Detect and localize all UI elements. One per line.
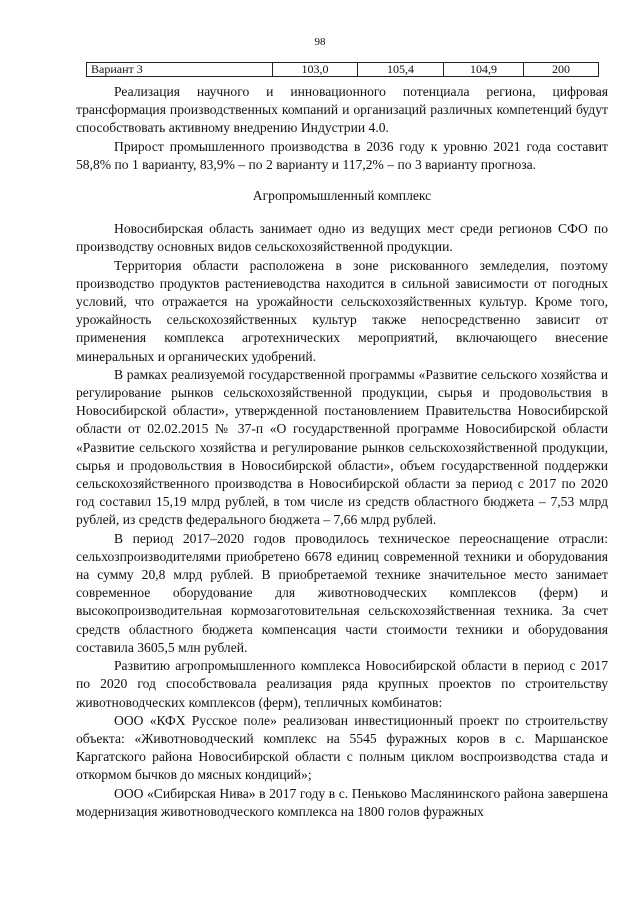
paragraph: Территория области расположена в зоне рискованного земледелия, поэтому производство продуктов растениеводства находится в сильной зависимости от погодных условий, что отражается на урожайности сельскохозяйственных культур. Кроме того, урожайность сельскохозяйственных культур также непосредственно зависит от применения комплекса агротехнических мероприятий, включающего внесение минеральных и органических удобрений. [76,257,608,364]
table-cell: 103,0 [273,63,358,77]
table-cell: 200 [524,63,599,77]
section-heading: Агропромышленный комплекс [252,188,432,204]
table-row-label: Вариант 3 [87,63,273,77]
paragraph: Прирост промышленного производства в 2036 году к уровню 2021 года составит 58,8% по 1 варианту, 83,9% – по 2 варианту и 117,2% – по 3 варианту прогноза. [76,138,608,172]
paragraph: В период 2017–2020 годов проводилось техническое переоснащение отрасли: сельхозпроизводителями приобретено 6678 единиц современной техники и оборудования на сумму 20,8 млрд рублей. В приобретаемой технике значительное место занимает современное оборудование для животноводческих комплексов (ферм) и высокопроизводительная кормозаготовительная сельскохозяйственная техника. За счет средств областного бюджета компенсация части стоимости техники и оборудования составила 3605,5 млн рублей. [76,530,608,655]
page-number: 98 [314,36,326,48]
paragraph: В рамках реализуемой государственной программы «Развитие сельского хозяйства и регулирование рынков сельскохозяйственной продукции, сырья и продовольствия в Новосибирской области», утвержденной постановлением Правительства Новосибирской области от 02.02.2015 № 37-п «О государственной программе Новосибирской области «Развитие сельского хозяйства и регулирование рынков сельскохозяйственной продукции, сырья и продовольствия в Новосибирской области», объем государственной поддержки сельскохозяйственного производства в Новосибирской области за период с 2017 по 2020 год составил 15,19 млрд рублей, в том числе из средств областного бюджета – 7,53 млрд рублей, из средств федерального бюджета – 7,66 млрд рублей. [76,366,608,528]
table-cell: 105,4 [358,63,444,77]
paragraph: ООО «Сибирская Нива» в 2017 году в с. Пеньково Маслянинского района завершена модернизация животноводческого комплекса на 1800 голов фуражных [76,785,608,819]
table-cell: 104,9 [444,63,524,77]
paragraph: Новосибирская область занимает одно из ведущих мест среди регионов СФО по производству основных видов сельскохозяйственной продукции. [76,221,608,255]
document-body [76,83,608,821]
variant-table [86,62,599,77]
paragraph: Развитию агропромышленного комплекса Новосибирской области в период с 2017 по 2020 год способствовала реализация ряда крупных проектов по строительству животноводческих комплексов (ферм), тепличных комбинатов: [76,658,608,710]
table-row [87,63,599,77]
paragraph: Реализация научного и инновационного потенциала региона, цифровая трансформация производственных компаний и организаций различных компетенций будут способствовать активному внедрению Индустрии 4.0. [76,84,608,136]
paragraph: ООО «КФХ Русское поле» реализован инвестиционный проект по строительству объекта: «Животноводческий комплекс на 5545 фуражных коров в с. Маршанское Каргатского района Новосибирской области с полным циклом воспроизводства стада и откормом бычков до мясных кондиций»; [76,712,608,783]
